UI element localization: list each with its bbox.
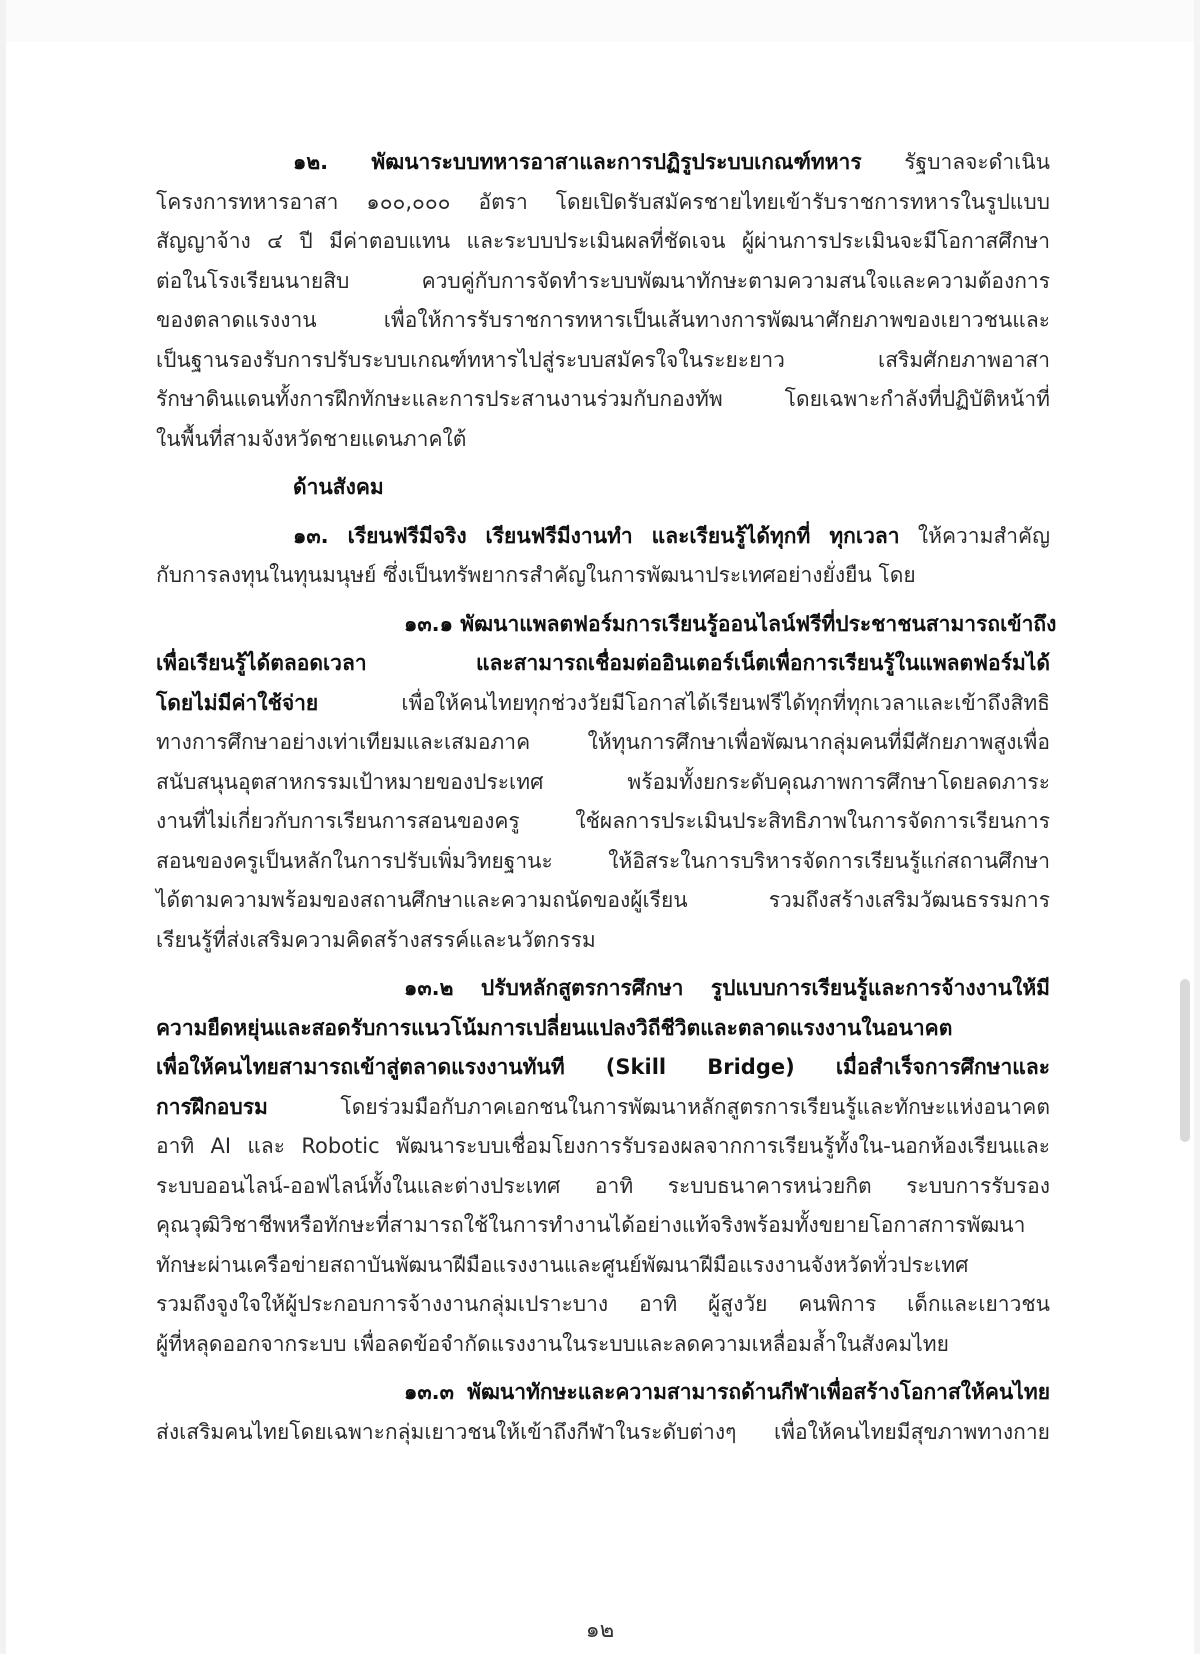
text-line	[156, 380, 1050, 420]
vertical-scrollbar-thumb[interactable]	[1180, 979, 1190, 1142]
body-text: ส่งเสริมคนไทยโดยเฉพาะกลุ่มเยาวชนให้เข้าถึงกีฬาในระดับต่างๆ เพื่อให้คนไทยมีสุขภาพทางกาย	[156, 1419, 1050, 1444]
body-text: คุณวุฒิวิชาชีพหรือทักษะที่สามารถใช้ในการทำงานได้อย่างแท้จริงพร้อมทั้งขยายโอกาสการพัฒนา	[156, 1213, 1026, 1237]
bold-text: ๑๓.๑ พัฒนาแพลตฟอร์มการเรียนรู้ออนไลน์ฟรีที่ประชาชนสามารถเข้าถึง	[404, 611, 1057, 636]
body-text: สนับสนุนอุตสาหกรรมเป้าหมายของประเทศ พร้อมทั้งยกระดับคุณภาพการศึกษาโดยลดภาระ	[156, 769, 1050, 794]
text-line	[156, 1206, 1050, 1246]
text-line	[156, 183, 1050, 223]
text-line	[156, 842, 1050, 882]
text-line	[156, 143, 1050, 183]
text-line	[156, 1246, 1050, 1286]
bold-text: ด้านสังคม	[293, 475, 384, 499]
bold-text: เพื่อให้คนไทยสามารถเข้าสู่ตลาดแรงงานทันที (Skill Bridge) เมื่อสำเร็จการศึกษาและ	[156, 1055, 1050, 1079]
text-line	[156, 723, 1050, 763]
text-line	[156, 262, 1050, 302]
text-line	[156, 969, 1050, 1009]
text-line	[156, 420, 1050, 460]
paragraph	[156, 143, 1050, 459]
body-text: ให้ความสำคัญ	[899, 523, 1050, 548]
text-line	[156, 1285, 1050, 1325]
paragraph	[156, 969, 1050, 1364]
body-text: ได้ตามความพร้อมของสถานศึกษาและความถนัดของผู้เรียน รวมถึงสร้างเสริมวัฒนธรรมการ	[156, 888, 1050, 912]
text-line	[156, 1413, 1050, 1453]
text-line	[156, 1373, 1050, 1413]
bold-text: โดยไม่มีค่าใช้จ่าย	[156, 690, 319, 715]
paragraph	[156, 1373, 1050, 1452]
text-line	[156, 1127, 1050, 1167]
text-line	[156, 517, 1050, 557]
viewer-top-bar	[0, 0, 1200, 42]
paragraph	[156, 517, 1050, 596]
body-text: เรียนรู้ที่ส่งเสริมความคิดสร้างสรรค์และนวัตกรรม	[156, 927, 596, 952]
text-line	[156, 1048, 1050, 1088]
text-line	[156, 881, 1050, 921]
body-text: เป็นฐานรองรับการปรับระบบเกณฑ์ทหารไปสู่ระบบสมัครใจในระยะยาว เสริมศักยภาพอาสา	[156, 347, 1050, 372]
text-line	[156, 301, 1050, 341]
bold-text: ๑๓. เรียนฟรีมีจริง เรียนฟรีมีงานทำ และเรียนรู้ได้ทุกที่ ทุกเวลา	[293, 523, 900, 548]
body-text: ต่อในโรงเรียนนายสิบ ควบคู่กับการจัดทำระบบพัฒนาทักษะตามความสนใจและความต้องการ	[156, 268, 1050, 293]
body-text: ทางการศึกษาอย่างเท่าเทียมและเสมอภาค ให้ทุนการศึกษาเพื่อพัฒนากลุ่มคนที่มีศักยภาพสูงเพื่อ	[156, 730, 1050, 754]
text-line	[156, 802, 1050, 842]
text-line	[156, 222, 1050, 262]
body-text: โครงการทหารอาสา ๑๐๐,๐๐๐ อัตรา โดยเปิดรับสมัครชายไทยเข้ารับราชการทหารในรูปแบบ	[156, 189, 1050, 214]
body-text: กับการลงทุนในทุนมนุษย์ ซึ่งเป็นทรัพยากรสำคัญในการพัฒนาประเทศอย่างยั่งยืน โดย	[156, 563, 916, 587]
body-text: เพื่อให้คนไทยทุกช่วงวัยมีโอกาสได้เรียนฟรีได้ทุกที่ทุกเวลาและเข้าถึงสิทธิ	[318, 690, 1050, 715]
body-text: รักษาดินแดนทั้งการฝึกทักษะและการประสานงานร่วมกับกองทัพ โดยเฉพาะกำลังที่ปฏิบัติหน้าที่	[156, 387, 1050, 411]
viewer-right-edge	[1194, 0, 1200, 1654]
body-text: ผู้ที่หลุดออกจากระบบ เพื่อลดข้อจำกัดแรงงานในระบบและลดความเหลื่อมล้ำในสังคมไทย	[156, 1331, 949, 1356]
bold-text: ๑๒. พัฒนาระบบทหารอาสาและการปฏิรูประบบเกณฑ์ทหาร	[293, 150, 862, 174]
text-line	[156, 921, 1050, 961]
body-text: ของตลาดแรงงาน เพื่อให้การรับราชการทหารเป็นเส้นทางการพัฒนาศักยภาพของเยาวชนและ	[156, 308, 1050, 332]
document-page	[156, 143, 1057, 1461]
body-text: ในพื้นที่สามจังหวัดชายแดนภาคใต้	[156, 426, 467, 451]
body-text: ทักษะผ่านเครือข่ายสถาบันพัฒนาฝีมือแรงงานและศูนย์พัฒนาฝีมือแรงงานจังหวัดทั่วประเทศ	[156, 1252, 969, 1277]
text-line	[156, 605, 1057, 645]
body-text: รัฐบาลจะดำเนิน	[861, 150, 1051, 174]
text-line	[156, 556, 1050, 596]
text-line	[156, 468, 1050, 508]
body-text: ระบบออนไลน์-ออฟไลน์ทั้งในและต่างประเทศ อาทิ ระบบธนาคารหน่วยกิต ระบบการรับรอง	[156, 1173, 1050, 1198]
page-number: ๑๒	[585, 1618, 615, 1643]
text-line	[156, 1167, 1050, 1207]
viewer-left-edge	[0, 0, 6, 1654]
body-text: รวมถึงจูงใจให้ผู้ประกอบการจ้างงานกลุ่มเปราะบาง อาทิ ผู้สูงวัย คนพิการ เด็กและเยาวชน	[156, 1292, 1050, 1316]
text-line	[156, 1325, 1050, 1365]
bold-text: ๑๓.๓ พัฒนาทักษะและความสามารถด้านกีฬาเพื่อสร้างโอกาสให้คนไทย	[404, 1380, 1050, 1404]
body-text: อาทิ AI และ Robotic พัฒนาระบบเชื่อมโยงการรับรองผลจากการเรียนรู้ทั้งใน-นอกห้องเรียนและ	[156, 1134, 1050, 1158]
body-text: โดยร่วมมือกับภาคเอกชนในการพัฒนาหลักสูตรการเรียนรู้และทักษะแห่งอนาคต	[267, 1094, 1050, 1119]
text-line	[156, 1088, 1050, 1128]
body-text: สอนของครูเป็นหลักในการปรับเพิ่มวิทยฐานะ ให้อิสระในการบริหารจัดการเรียนรู้แก่สถานศึกษา	[156, 848, 1050, 873]
paragraph	[156, 605, 1057, 961]
body-text: สัญญาจ้าง ๔ ปี มีค่าตอบแทน และระบบประเมินผลที่ชัดเจน ผู้ผ่านการประเมินจะมีโอกาสศึกษา	[156, 229, 1050, 253]
text-line	[156, 684, 1050, 724]
text-line	[156, 763, 1050, 803]
bold-text: เพื่อเรียนรู้ได้ตลอดเวลา และสามารถเชื่อมต่ออินเตอร์เน็ตเพื่อการเรียนรู้ในแพลตฟอร์มได้	[156, 651, 1050, 675]
bold-text: ๑๓.๒ ปรับหลักสูตรการศึกษา รูปแบบการเรียนรู้และการจ้างงานให้มี	[404, 976, 1050, 1000]
paragraph	[156, 468, 1050, 508]
text-line	[156, 341, 1050, 381]
bold-text: การฝึกอบรม	[156, 1094, 268, 1119]
text-line	[156, 644, 1050, 684]
body-text: งานที่ไม่เกี่ยวกับการเรียนการสอนของครู ใช้ผลการประเมินประสิทธิภาพในการจัดการเรียนการ	[156, 809, 1050, 833]
text-line	[156, 1009, 1050, 1049]
bold-text: ความยืดหยุ่นและสอดรับการแนวโน้มการเปลี่ยนแปลงวิถีชีวิตและตลาดแรงงานในอนาคต	[156, 1015, 953, 1040]
